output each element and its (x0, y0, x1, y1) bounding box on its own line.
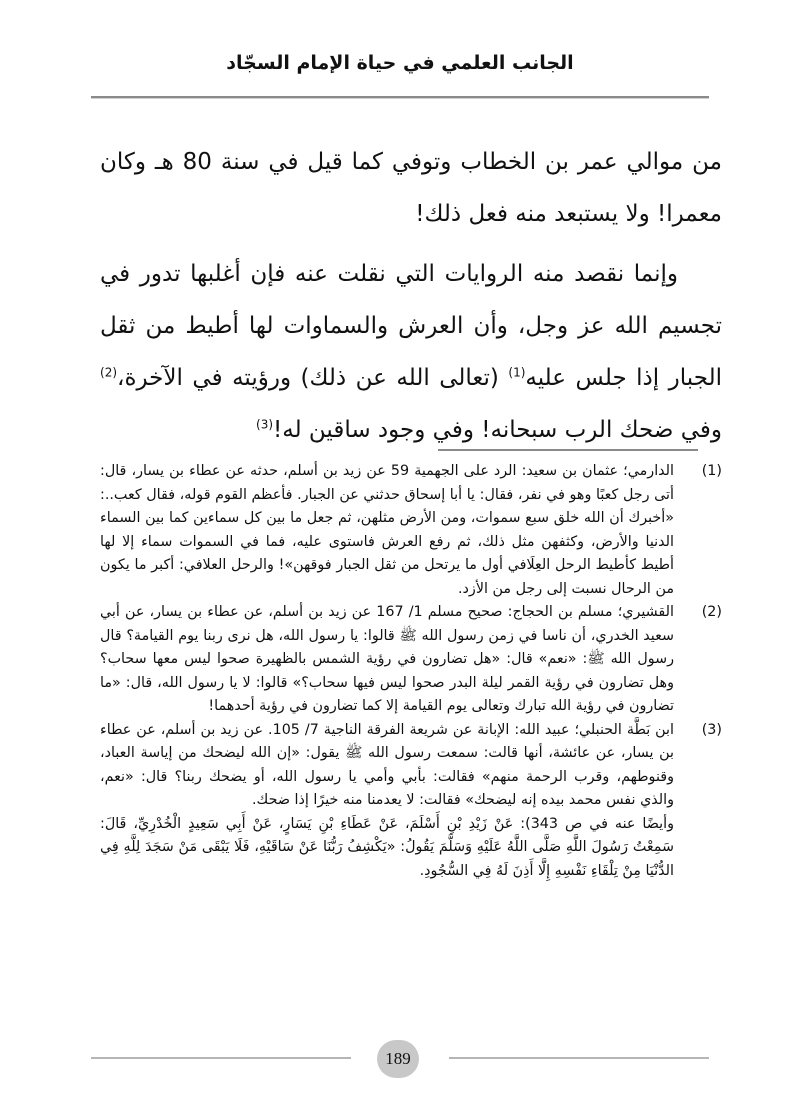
footnote-divider (438, 449, 698, 451)
footnote-1 (100, 460, 722, 601)
footnote-text: ابن بَطَّة الحنبلي؛ عبيد الله: الإبانة عن شريعة الفرقة الناجية 7/ 105. عن زيد بن أسلم، عن عطاء بن يسار، عن عائشة، أنها قالت: سمعت رسول الله ﷺ يقول: «إن الله ليضحك من إياسة العباد، وقنوطهم، وقرب الرحمة منهم» فقالت: بأبي وأمي يا رسول الله، أو يضحك ربنا؟ قال: «نعم، والذي نفس محمد بيده إنه ليضحك» فقالت: لا يعدمنا منه خيرًا إذا ضحك. (100, 721, 674, 808)
paragraph-2-part-1: وإنما نقصد منه الروايات التي نقلت عنه فإن أغلبها تدور في تجسيم الله عز وجل، وأن العرش والسماوات لها أطيط من ثقل الجبار إذا جلس عليه (100, 261, 722, 391)
page-number-badge: 189 (377, 1040, 419, 1078)
page-footer (91, 1040, 709, 1080)
footnote-3 (100, 719, 722, 813)
footer-rule-left (91, 1057, 351, 1059)
footnote-number: (3) (701, 721, 722, 738)
footnote-2 (100, 601, 722, 719)
footnote-3-continuation: وأيضًا عنه في ص 343): عَنْ زَيْدِ بْنِ أَسْلَمَ، عَنْ عَطَاءِ بْنِ يَسَارٍ، عَنْ أَبِي سَعِيدٍ الْخُدْرِيِّ، قَالَ: سَمِعْتُ رَسُولَ اللَّهِ صَلَّى اللَّهُ عَلَيْهِ وَسَلَّمَ يَقُولُ: «يَكْشِفُ رَبُّنَا عَنْ سَاقَيْهِ، فَلَا يَبْقَى مَنْ سَجَدَ لِلَّهِ فِي الدُّنْيَا مِنْ تِلْقَاءِ نَفْسِهِ إِلَّا أَذِنَ لَهُ فِي السُّجُودِ. (100, 815, 674, 879)
paragraph-2 (100, 248, 722, 456)
paragraph-2-part-3: وفي ضحك الرب سبحانه! وفي وجود ساقين له! (273, 417, 722, 443)
footnote-ref-2[interactable]: (2) (100, 365, 118, 380)
paragraph-2-part-2: (تعالى الله عن ذلك) ورؤيته في الآخرة، (117, 365, 509, 391)
footnote-number: (1) (701, 463, 722, 479)
header-divider (91, 96, 709, 99)
footnote-ref-1[interactable]: (1) (508, 365, 526, 380)
footnote-number: (2) (701, 604, 722, 620)
footnote-ref-3[interactable]: (3) (256, 417, 274, 432)
paragraph-1: من موالي عمر بن الخطاب وتوفي كما قيل في سنة 80 هـ وكان معمرا! ولا يستبعد منه فعل ذلك! (100, 149, 722, 227)
footnote-text: الدارمي؛ عثمان بن سعيد: الرد على الجهمية 59 عن زيد بن أسلم، حدثه عن عطاء بن يسار، قال: أتى رجل كعبًا وهو في نفر، فقال: يا أبا إسحاق حدثني عن الجبار. فأعظم القوم قوله، فقال كعب..: «أخبرك أن الله خلق سبع سموات، ومن الأرض مثلهن، ثم جعل ما بين كل سماءين كما بين السماء الدنيا والأرض، وكثفهن مثل ذلك، ثم رفع العرش فاستوى عليه، فما في السموات سماء إلا لها أطيط كأطيط الرحل العِلَافي أول ما يرتحل من ثقل الجبار فوقهن»! والرحل العلافي: أكبر ما يكون من الرحال نسبت إلى رجل من الأزد. (100, 463, 675, 597)
footer-rule-right (449, 1057, 709, 1059)
footnote-text: القشيري؛ مسلم بن الحجاج: صحيح مسلم 1/ 167 عن زيد بن أسلم، عن عطاء بن يسار، عن أبي سعيد الخدري، أن ناسا في زمن رسول الله ﷺ قالوا: يا رسول الله، هل نرى ربنا يوم القيامة؟ قال رسول الله ﷺ: «نعم» قال: «هل تضارون في رؤية الشمس بالظهيرة صحوا ليس معها سحاب؟ وهل تضارون في رؤية القمر ليلة البدر صحوا ليس فيها سحاب؟» قالوا: لا يا رسول الله، قال: «ما تضارون في رؤية الله تبارك وتعالى يوم القيامة إلا كما تضارون في رؤية أحدهما! (100, 604, 674, 714)
body-text (100, 136, 722, 456)
footnotes (100, 460, 722, 883)
running-header-title: الجانب العلمي في حياة الإمام السجّاد (226, 52, 574, 74)
